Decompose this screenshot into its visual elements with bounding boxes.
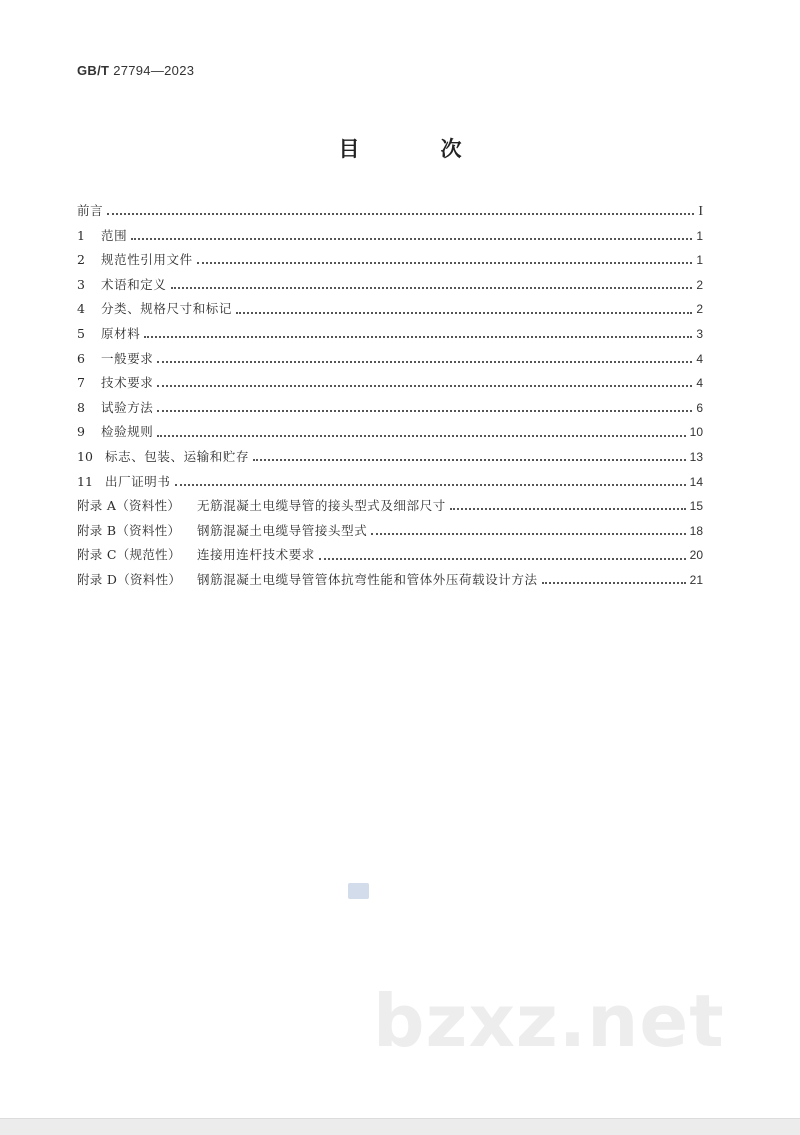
toc-entry-number: 5	[77, 325, 85, 341]
toc-annex-label: 附录 A（资料性）	[77, 498, 181, 514]
toc-dot-leader	[157, 410, 692, 412]
toc-page-number: 18	[689, 523, 703, 538]
toc-entry[interactable]	[77, 519, 703, 544]
toc-entry-label: 钢筋混凝土电缆导管管体抗弯性能和管体外压荷载设计方法	[197, 571, 538, 587]
stamp-mark-icon	[348, 883, 369, 899]
toc-entry-label: 试验方法	[101, 399, 154, 415]
toc-page-number: 14	[689, 474, 703, 489]
toc-entry-label: 检验规则	[101, 424, 154, 440]
toc-dot-leader	[371, 533, 685, 535]
toc-entry-label: 原材料	[101, 325, 141, 341]
toc-entry[interactable]	[77, 347, 703, 372]
toc-entry[interactable]	[77, 273, 703, 298]
toc-page-number: 10	[689, 425, 703, 440]
toc-dot-leader	[157, 385, 692, 387]
toc-dot-leader	[319, 558, 686, 560]
toc-page-number: 21	[689, 572, 703, 587]
standard-number-header	[77, 63, 194, 78]
standard-prefix: GB/T	[77, 63, 110, 78]
toc-entry-label: 钢筋混凝土电缆导管接头型式	[197, 522, 368, 538]
toc-entry-label: 标志、包装、运输和贮存	[105, 448, 250, 464]
toc-entry-number: 1	[77, 227, 85, 243]
toc-entry-label: 连接用连杆技术要求	[197, 547, 315, 563]
toc-page-number: 20	[689, 548, 703, 563]
toc-page-number: 2	[696, 302, 703, 317]
toc-entry[interactable]	[77, 396, 703, 421]
toc-entry-number: 11	[77, 473, 93, 489]
toc-annex-label: 附录 B（资料性）	[77, 522, 181, 538]
toc-dot-leader	[171, 287, 693, 289]
toc-page-number: 3	[696, 326, 703, 341]
toc-entry-number: 2	[77, 252, 85, 268]
toc-entry[interactable]	[77, 420, 703, 445]
toc-dot-leader	[144, 336, 692, 338]
toc-page-number: 1	[696, 253, 703, 268]
toc-entry-number: 7	[77, 375, 85, 391]
toc-entry-label: 术语和定义	[101, 276, 167, 292]
toc-entry-number: 10	[77, 448, 93, 464]
toc-entry[interactable]	[77, 248, 703, 273]
toc-entry-number: 4	[77, 301, 85, 317]
toc-entry-label: 技术要求	[101, 375, 154, 391]
toc-dot-leader	[450, 508, 686, 510]
toc-entry[interactable]	[77, 297, 703, 322]
toc-dot-leader	[175, 484, 686, 486]
toc-dot-leader	[542, 582, 686, 584]
toc-dot-leader	[131, 238, 692, 240]
toc-page-number: I	[698, 204, 703, 219]
toc-entry-number: 3	[77, 276, 85, 292]
toc-page-number: 15	[689, 499, 703, 514]
toc-page-number: 1	[696, 228, 703, 243]
toc-entry-label: 前言	[77, 203, 104, 218]
toc-entry-number: 9	[77, 424, 85, 440]
toc-page-number: 13	[689, 449, 703, 464]
toc-entry-label: 范围	[101, 227, 128, 243]
toc-page-number: 4	[696, 351, 703, 366]
toc-page-number: 2	[696, 277, 703, 292]
table-of-contents	[77, 199, 703, 593]
toc-entry[interactable]	[77, 568, 703, 593]
watermark: bzxz.net	[373, 979, 725, 1063]
toc-entry[interactable]	[77, 470, 703, 495]
toc-entry-label: 一般要求	[101, 350, 154, 366]
toc-annex-label: 附录 D（资料性）	[77, 571, 182, 587]
toc-entry-label: 出厂证明书	[105, 473, 171, 489]
toc-entry[interactable]	[77, 445, 703, 470]
toc-annex-label: 附录 C（规范性）	[77, 547, 181, 563]
viewer-bottom-edge	[0, 1118, 800, 1135]
toc-entry-label: 分类、规格尺寸和标记	[101, 301, 233, 317]
standard-code: 27794—2023	[113, 63, 195, 78]
toc-page-number: 6	[696, 400, 703, 415]
toc-dot-leader	[107, 213, 694, 215]
toc-entry[interactable]	[77, 371, 703, 396]
toc-dot-leader	[253, 459, 686, 461]
toc-dot-leader	[236, 312, 692, 314]
toc-dot-leader	[157, 435, 685, 437]
toc-dot-leader	[197, 262, 693, 264]
toc-entry[interactable]	[77, 224, 703, 249]
toc-title: 目 次	[338, 137, 492, 161]
toc-entry-number: 6	[77, 350, 85, 366]
toc-page-number: 4	[696, 376, 703, 391]
toc-entry-label: 规范性引用文件	[101, 252, 193, 268]
toc-entry[interactable]	[77, 199, 703, 224]
toc-entry[interactable]	[77, 543, 703, 568]
toc-dot-leader	[157, 361, 692, 363]
toc-entry-label: 无筋混凝土电缆导管的接头型式及细部尺寸	[197, 498, 446, 514]
toc-entry-number: 8	[77, 399, 85, 415]
toc-entry[interactable]	[77, 322, 703, 347]
toc-entry[interactable]	[77, 494, 703, 519]
